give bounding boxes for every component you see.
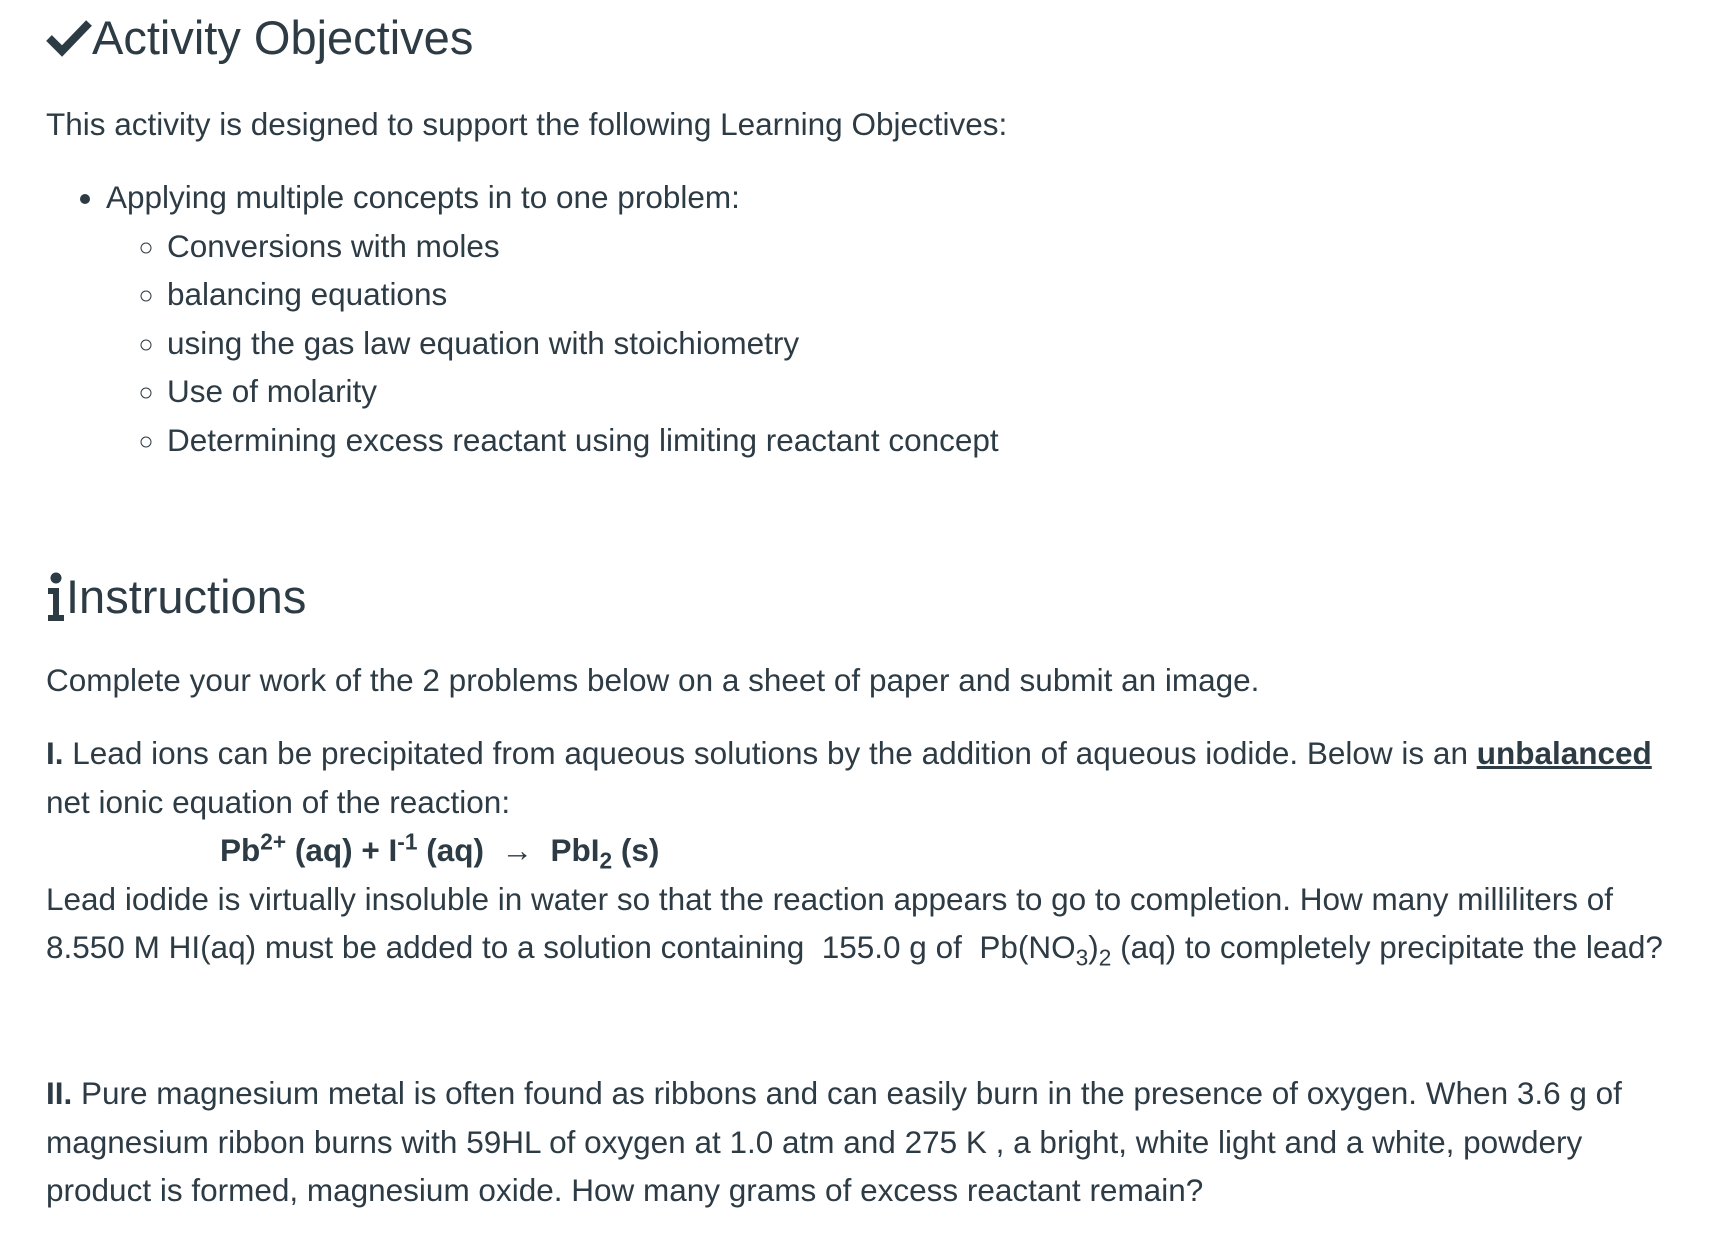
instructions-lead: Complete your work of the 2 problems below on a sheet of paper and submit an image.	[46, 662, 1260, 698]
objectives-sublist	[106, 222, 999, 465]
paren: )	[1088, 929, 1099, 965]
eq-i-charge: -1	[397, 828, 418, 855]
list-item: ◦ Conversions with moles	[167, 222, 999, 271]
eq-i-state: (aq) → PbI	[417, 832, 600, 868]
list-item: ◦ balancing equations	[167, 270, 999, 319]
objective-bullet-text: Applying multiple concepts in to one problem:	[106, 179, 740, 215]
list-item: ◦ Determining excess reactant using limiting reactant concept	[167, 416, 999, 465]
problem-1-question-end: (aq) to completely precipitate the lead?	[1111, 929, 1663, 965]
problem-2	[46, 1069, 1686, 1215]
list-item	[106, 173, 999, 464]
problem-1	[46, 729, 1686, 972]
list-item: ◦ using the gas law equation with stoichiometry	[167, 319, 999, 368]
objectives-list	[46, 173, 999, 464]
problem-1-question-text: Lead iodide is virtually insoluble in water so that the reaction appears to go to completion. How many milliliters of 8.550 M HI(aq) must be added to a solution containing 155.0 g of Pb(NO	[46, 880, 1614, 965]
problem-1-statement	[46, 729, 1686, 826]
problem-1-text-cont: net ionic equation of the reaction:	[46, 783, 511, 820]
objectives-heading	[46, 10, 473, 66]
objectives-heading-text: Activity Objectives	[92, 11, 474, 64]
problem-2-statement	[46, 1069, 1686, 1215]
paren-subscript: 2	[1098, 944, 1112, 971]
problem-1-numeral: I.	[46, 735, 64, 771]
eq-pbi-state: (s)	[612, 832, 660, 868]
instructions-heading-text: Instructions	[66, 570, 307, 623]
problem-2-numeral: II.	[46, 1075, 73, 1111]
chemical-equation	[46, 826, 1686, 875]
eq-pb-state: (aq) + I	[286, 832, 398, 868]
eq-pb-charge: 2+	[260, 828, 287, 855]
checkmark-icon	[46, 18, 92, 58]
problem-1-question	[46, 875, 1686, 972]
instructions-heading	[46, 569, 306, 625]
objectives-intro: This activity is designed to support the following Learning Objectives:	[46, 106, 1008, 142]
problem-1-text: Lead ions can be precipitated from aqueous solutions by the addition of aqueous iodide. Below is an	[63, 735, 1477, 771]
list-item: ◦ Use of molarity	[167, 367, 999, 416]
problem-2-text: Pure magnesium metal is often found as ribbons and can easily burn in the presence of oxygen. When 3.6 g of magnesium ribbon burns with 59HL of oxygen at 1.0 atm and 275 K , a bright, white light and a white, powdery product is formed, magnesium oxide. How many grams of excess reactant remain?	[46, 1075, 1622, 1208]
emphasis-unbalanced: unbalanced	[1476, 735, 1652, 771]
no3-subscript: 3	[1075, 944, 1089, 971]
eq-pbi-sub: 2	[599, 847, 613, 874]
eq-pb: Pb	[220, 832, 261, 868]
info-icon	[46, 572, 66, 622]
